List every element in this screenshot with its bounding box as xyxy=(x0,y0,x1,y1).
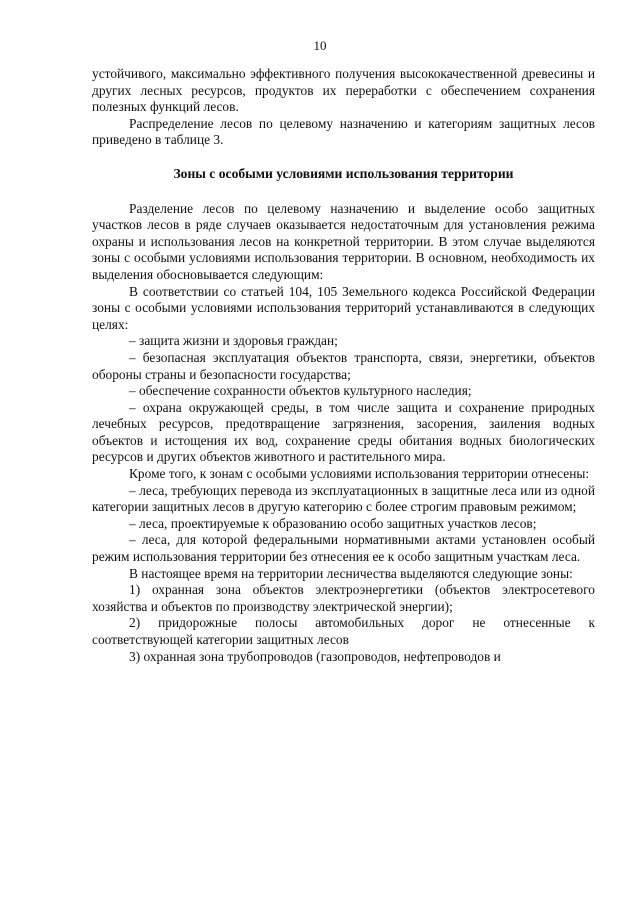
paragraph: Распределение лесов по целевому назначению и категориям защитных лесов приведено в таблице 3. xyxy=(92,115,595,148)
list-item: – охрана окружающей среды, в том числе защита и сохранение природных лечебных ресурсов, предотвращение загрязнения, засорения, заиления водных объектов и истощения их вод, сохранение среды обитания водных биологических ресурсов и других объектов животного и растительного мира. xyxy=(92,399,595,465)
paragraph: устойчивого, максимально эффективного получения высококачественной древесины и других лесных ресурсов, продуктов их переработки с обеспечением сохранения полезных функций лесов. xyxy=(92,66,595,115)
list-item: – леса, проектируемые к образованию особо защитных участков лесов; xyxy=(129,515,537,531)
numbered-item: 1) охранная зона объектов электроэнергетики (объектов электросетевого хозяйства и объектов по производству электрической энергии); xyxy=(92,582,595,614)
list-item: – обеспечение сохранности объектов культурного наследия; xyxy=(129,383,472,399)
list-item: – леса, требующих перевода из эксплуатационных в защитные леса или из одной категории защитных лесов в другую категорию с более строгим правовым режимом; xyxy=(92,482,595,515)
paragraph: Кроме того, к зонам с особыми условиями использования территории отнесены: xyxy=(129,466,590,482)
page-number: 10 xyxy=(313,38,327,53)
numbered-item: 3) охранная зона трубопроводов (газопроводов, нефтепроводов и xyxy=(129,648,501,664)
paragraph: В настоящее время на территории лесничества выделяются следующие зоны: xyxy=(129,565,573,581)
list-item: – защита жизни и здоровья граждан; xyxy=(129,333,338,349)
document-body xyxy=(92,66,595,665)
paragraph: Разделение лесов по целевому назначению и выделение особо защитных участков лесов в ряде случаев оказывается недостаточным для установления режима охраны и использования лесов на конкретной территории. В этом случае выделяются зоны с особыми условиями использования территории. В основном, необходимость их выделения обосновывается следующим: xyxy=(92,200,595,282)
numbered-item: 2) придорожные полосы автомобильных дорог не отнесенные к соответствующей категории защитных лесов xyxy=(92,615,595,647)
list-item: – безопасная эксплуатация объектов транспорта, связи, энергетики, объектов обороны страны и безопасности государства; xyxy=(92,349,595,382)
list-item: – леса, для которой федеральными нормативными актами установлен особый режим использования территории без отнесения ее к особо защитным участкам леса. xyxy=(92,532,595,565)
section-heading: Зоны с особыми условиями использования территории xyxy=(173,165,514,181)
paragraph: В соответствии со статьей 104, 105 Земельного кодекса Российской Федерации зоны с особыми условиями использования территорий устанавливаются в следующих целях: xyxy=(92,283,595,332)
